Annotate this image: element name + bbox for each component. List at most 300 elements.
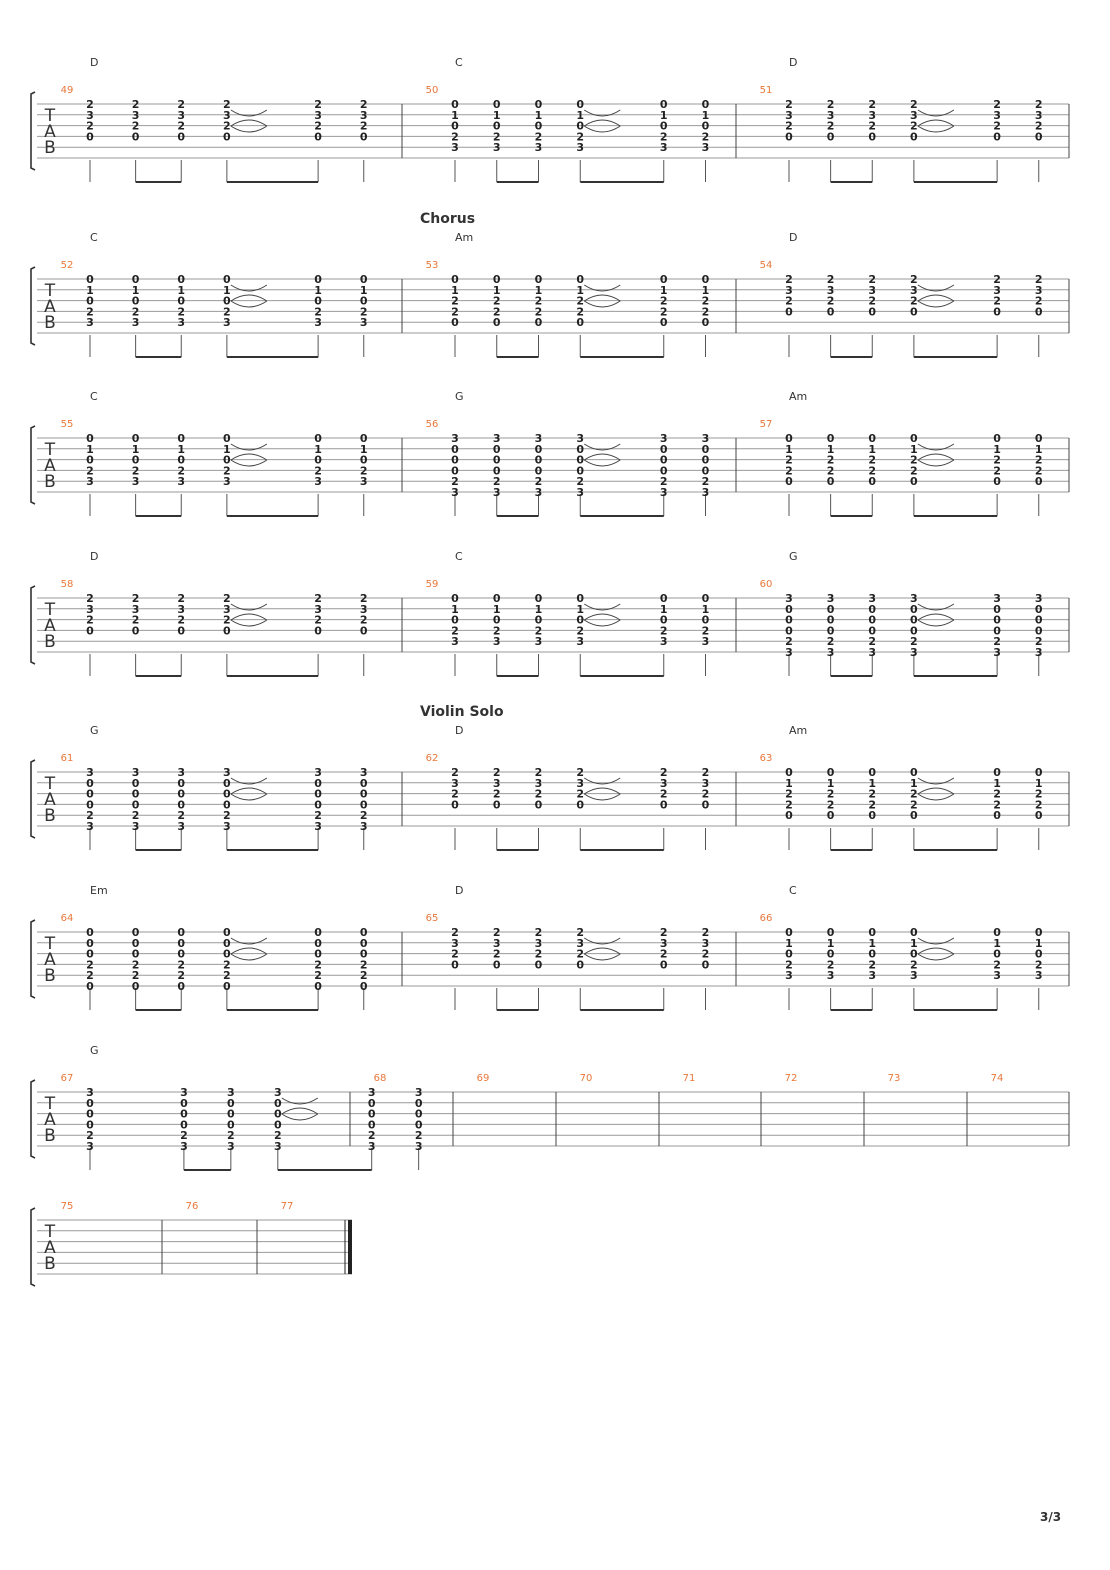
fret-number: 2 (451, 926, 459, 939)
fret-number: 0 (223, 776, 231, 790)
fret-number: 0 (451, 613, 459, 627)
fret-number: 1 (86, 283, 94, 297)
fret-number: 2 (701, 624, 710, 638)
fret-number: 0 (223, 273, 231, 286)
fret-number: 0 (993, 613, 1001, 627)
fret-number: 0 (492, 592, 501, 605)
fret-number: 0 (273, 1118, 282, 1132)
tab-clef-letter: A (44, 790, 56, 810)
fret-number: 3 (868, 283, 877, 297)
fret-number: 2 (86, 958, 94, 972)
tab-clef-letter: A (44, 456, 56, 476)
fret-number: 0 (868, 613, 877, 627)
fret-number: 1 (314, 283, 322, 297)
measure-number: 66 (759, 913, 773, 924)
fret-number: 3 (576, 936, 585, 950)
chord-name: Am (455, 231, 474, 244)
fret-number: 2 (359, 464, 368, 478)
fret-number: 3 (659, 635, 668, 649)
fret-number: 2 (314, 464, 322, 478)
system-bracket (31, 426, 35, 504)
fret-number: 3 (659, 486, 668, 499)
fret-number: 1 (910, 936, 918, 950)
fret-number: 2 (180, 1129, 188, 1143)
fret-number: 3 (86, 108, 94, 122)
fret-number: 0 (576, 119, 585, 133)
fret-number: 1 (785, 442, 793, 456)
fret-number: 2 (701, 787, 710, 801)
fret-number: 0 (86, 624, 94, 638)
fret-number: 0 (910, 926, 918, 939)
fret-number: 2 (868, 787, 877, 801)
fret-number: 0 (910, 809, 918, 823)
fret-number: 3 (910, 646, 918, 659)
fret-number: 3 (359, 108, 368, 122)
fret-number: 0 (492, 98, 501, 111)
measure-number: 57 (759, 419, 773, 430)
fret-number: 2 (131, 809, 140, 823)
fret-number: 2 (576, 305, 585, 319)
fret-number: 2 (451, 787, 459, 801)
fret-number: 2 (1034, 453, 1043, 467)
system-bracket (31, 760, 35, 838)
fret-number: 0 (223, 130, 231, 144)
fret-number: 2 (868, 635, 877, 649)
fret-number: 3 (86, 316, 94, 330)
fret-number: 0 (451, 798, 459, 812)
fret-number: 0 (785, 947, 793, 961)
fret-number: 0 (576, 798, 585, 812)
fret-number: 0 (492, 798, 501, 812)
system-bracket (31, 92, 35, 170)
fret-number: 0 (131, 798, 140, 812)
fret-number: 0 (177, 787, 186, 801)
fret-number: 1 (826, 776, 835, 790)
fret-number: 3 (576, 432, 585, 445)
fret-number: 3 (576, 141, 585, 155)
fret-number: 2 (785, 273, 793, 286)
fret-number: 3 (910, 969, 918, 983)
fret-number: 0 (86, 980, 94, 993)
fret-number: 0 (826, 809, 835, 823)
chord-name: Em (90, 884, 108, 897)
fret-number: 1 (131, 442, 140, 456)
fret-number: 3 (273, 1140, 282, 1153)
fret-number: 3 (223, 766, 231, 779)
fret-number: 0 (701, 592, 710, 605)
fret-number: 0 (868, 602, 877, 616)
fret-number: 0 (1034, 766, 1043, 779)
fret-number: 1 (1034, 442, 1043, 456)
fret-number: 0 (131, 787, 140, 801)
fret-number: 2 (359, 305, 368, 319)
fret-number: 2 (701, 926, 710, 939)
fret-number: 0 (492, 958, 501, 972)
measure-number: 63 (759, 753, 773, 764)
fret-number: 2 (451, 947, 459, 961)
fret-number: 2 (701, 947, 710, 961)
fret-number: 3 (86, 1140, 94, 1153)
tab-clef-letter: A (44, 1238, 56, 1258)
fret-number: 2 (576, 926, 585, 939)
tab-clef-letter: B (44, 313, 56, 333)
fret-number: 0 (359, 936, 368, 950)
fret-number: 0 (86, 1107, 94, 1121)
fret-number: 1 (910, 442, 918, 456)
fret-number: 0 (826, 624, 835, 638)
fret-number: 2 (451, 624, 459, 638)
fret-number: 2 (910, 273, 918, 286)
fret-number: 0 (177, 947, 186, 961)
tab-clef-letter: T (44, 934, 56, 954)
fret-number: 0 (359, 926, 368, 939)
fret-number: 0 (177, 776, 186, 790)
fret-number: 0 (177, 624, 186, 638)
fret-number: 2 (492, 130, 501, 144)
fret-number: 2 (223, 613, 231, 627)
fret-number: 0 (659, 958, 668, 972)
fret-number: 0 (659, 442, 668, 456)
measure-number: 49 (60, 85, 74, 96)
fret-number: 2 (910, 464, 918, 478)
fret-number: 2 (223, 592, 231, 605)
fret-number: 2 (223, 809, 231, 823)
fret-number: 2 (910, 958, 918, 972)
fret-number: 0 (659, 613, 668, 627)
fret-number: 2 (314, 592, 322, 605)
fret-number: 0 (131, 947, 140, 961)
fret-number: 2 (659, 947, 668, 961)
fret-number: 1 (1034, 936, 1043, 950)
fret-number: 0 (86, 798, 94, 812)
fret-number: 1 (177, 442, 186, 456)
measure-number: 64 (60, 913, 74, 924)
fret-number: 0 (492, 316, 501, 330)
page-number: 3/3 (1040, 1510, 1062, 1524)
system-bracket (31, 586, 35, 664)
fret-number: 3 (785, 108, 793, 122)
fret-number: 3 (314, 766, 322, 779)
fret-number: 0 (414, 1107, 423, 1121)
fret-number: 3 (659, 141, 668, 155)
fret-number: 2 (576, 294, 585, 308)
fret-number: 0 (701, 119, 710, 133)
tab-clef-letter: B (44, 472, 56, 492)
fret-number: 2 (826, 635, 835, 649)
fret-number: 2 (223, 464, 231, 478)
fret-number: 3 (701, 486, 710, 499)
measure-number: 59 (425, 579, 439, 590)
fret-number: 0 (86, 1096, 94, 1110)
fret-number: 3 (868, 646, 877, 659)
fret-number: 0 (826, 432, 835, 445)
fret-number: 3 (659, 936, 668, 950)
tab-clef-letter: B (44, 1254, 56, 1274)
fret-number: 2 (86, 592, 94, 605)
fret-number: 0 (534, 119, 543, 133)
tab-clef-letter: A (44, 616, 56, 636)
measure-number: 77 (280, 1201, 294, 1212)
tie-arc (918, 620, 954, 626)
fret-number: 0 (367, 1096, 376, 1110)
fret-number: 2 (910, 635, 918, 649)
fret-number: 0 (223, 787, 231, 801)
fret-number: 3 (492, 432, 501, 445)
tie-arc (231, 301, 267, 307)
fret-number: 0 (826, 613, 835, 627)
fret-number: 0 (910, 766, 918, 779)
fret-number: 1 (910, 776, 918, 790)
fret-number: 2 (86, 119, 94, 133)
fret-number: 0 (227, 1118, 235, 1132)
fret-number: 1 (868, 936, 877, 950)
tab-clef-letter: T (44, 774, 56, 794)
fret-number: 0 (86, 936, 94, 950)
fret-number: 0 (359, 130, 368, 144)
fret-number: 1 (576, 283, 585, 297)
fret-number: 2 (826, 787, 835, 801)
fret-number: 2 (273, 1129, 282, 1143)
fret-number: 2 (868, 98, 877, 111)
fret-number: 0 (131, 776, 140, 790)
fret-number: 2 (659, 624, 668, 638)
fret-number: 2 (534, 947, 543, 961)
fret-number: 2 (1034, 98, 1043, 111)
fret-number: 0 (868, 624, 877, 638)
fret-number: 0 (131, 980, 140, 993)
fret-number: 1 (177, 283, 186, 297)
fret-number: 0 (273, 1107, 282, 1121)
measure-number: 71 (682, 1073, 696, 1084)
fret-number: 0 (314, 130, 322, 144)
fret-number: 0 (576, 958, 585, 972)
fret-number: 3 (826, 108, 835, 122)
measure-number: 69 (476, 1073, 490, 1084)
fret-number: 1 (868, 442, 877, 456)
fret-number: 2 (701, 305, 710, 319)
fret-number: 0 (910, 432, 918, 445)
fret-number: 3 (131, 475, 140, 489)
fret-number: 3 (180, 1086, 188, 1099)
chord-name: D (789, 56, 798, 69)
fret-number: 2 (177, 958, 186, 972)
fret-number: 2 (1034, 958, 1043, 972)
fret-number: 3 (223, 108, 231, 122)
fret-number: 2 (993, 98, 1001, 111)
measure-number: 61 (60, 753, 74, 764)
fret-number: 0 (701, 273, 710, 286)
fret-number: 2 (993, 119, 1001, 133)
fret-number: 2 (359, 969, 368, 983)
fret-number: 0 (993, 305, 1001, 319)
fret-number: 3 (659, 432, 668, 445)
fret-number: 0 (86, 453, 94, 467)
fret-number: 1 (659, 108, 668, 122)
fret-number: 0 (993, 947, 1001, 961)
chord-name: D (455, 884, 464, 897)
fret-number: 0 (492, 464, 501, 478)
fret-number: 3 (576, 486, 585, 499)
fret-number: 3 (1034, 969, 1043, 983)
fret-number: 0 (359, 273, 368, 286)
fret-number: 0 (826, 130, 835, 144)
fret-number: 0 (868, 766, 877, 779)
fret-number: 1 (131, 283, 140, 297)
fret-number: 2 (227, 1129, 235, 1143)
fret-number: 2 (659, 787, 668, 801)
fret-number: 0 (131, 130, 140, 144)
fret-number: 0 (492, 442, 501, 456)
fret-number: 1 (451, 602, 459, 616)
fret-number: 0 (785, 475, 793, 489)
fret-number: 2 (314, 305, 322, 319)
fret-number: 3 (451, 635, 459, 649)
tie-arc (584, 126, 620, 132)
fret-number: 3 (86, 475, 94, 489)
fret-number: 0 (314, 936, 322, 950)
fret-number: 0 (177, 432, 186, 445)
fret-number: 2 (359, 592, 368, 605)
fret-number: 2 (826, 273, 835, 286)
fret-number: 2 (314, 613, 322, 627)
fret-number: 2 (785, 958, 793, 972)
measure-number: 74 (990, 1073, 1004, 1084)
fret-number: 2 (910, 98, 918, 111)
fret-number: 2 (826, 453, 835, 467)
fret-number: 0 (576, 273, 585, 286)
fret-number: 0 (534, 464, 543, 478)
fret-number: 0 (451, 316, 459, 330)
tie-arc (918, 301, 954, 307)
fret-number: 2 (785, 98, 793, 111)
chord-name: G (455, 390, 464, 403)
chord-name: Am (789, 724, 808, 737)
fret-number: 2 (492, 947, 501, 961)
fret-number: 2 (993, 798, 1001, 812)
fret-number: 2 (868, 464, 877, 478)
fret-number: 0 (86, 787, 94, 801)
fret-number: 2 (492, 305, 501, 319)
fret-number: 2 (659, 766, 668, 779)
chord-name: C (455, 56, 463, 69)
fret-number: 3 (227, 1086, 235, 1099)
fret-number: 2 (492, 766, 501, 779)
fret-number: 2 (785, 464, 793, 478)
fret-number: 3 (701, 776, 710, 790)
fret-number: 2 (868, 958, 877, 972)
fret-number: 0 (86, 130, 94, 144)
fret-number: 3 (177, 766, 186, 779)
fret-number: 3 (534, 486, 543, 499)
fret-number: 0 (826, 947, 835, 961)
fret-number: 2 (86, 1129, 94, 1143)
fret-number: 0 (993, 624, 1001, 638)
fret-number: 0 (576, 613, 585, 627)
fret-number: 0 (451, 592, 459, 605)
fret-number: 1 (701, 283, 710, 297)
fret-number: 3 (993, 592, 1001, 605)
fret-number: 0 (576, 442, 585, 456)
fret-number: 3 (451, 776, 459, 790)
fret-number: 2 (131, 969, 140, 983)
fret-number: 0 (993, 602, 1001, 616)
fret-number: 3 (177, 316, 186, 330)
fret-number: 2 (826, 798, 835, 812)
measure-number: 76 (185, 1201, 199, 1212)
tie-arc (584, 794, 620, 800)
fret-number: 1 (223, 283, 231, 297)
fret-number: 0 (701, 613, 710, 627)
fret-number: 0 (993, 809, 1001, 823)
fret-number: 3 (177, 820, 186, 833)
fret-number: 0 (367, 1107, 376, 1121)
fret-number: 2 (534, 475, 543, 489)
fret-number: 2 (314, 809, 322, 823)
fret-number: 0 (314, 798, 322, 812)
fret-number: 0 (131, 294, 140, 308)
fret-number: 0 (177, 926, 186, 939)
fret-number: 0 (659, 316, 668, 330)
fret-number: 0 (826, 602, 835, 616)
fret-number: 0 (314, 926, 322, 939)
fret-number: 3 (414, 1140, 423, 1153)
fret-number: 2 (659, 926, 668, 939)
tab-clef-letter: T (44, 106, 56, 126)
fret-number: 3 (223, 316, 231, 330)
fret-number: 3 (131, 316, 140, 330)
fret-number: 0 (359, 776, 368, 790)
measure-number: 55 (60, 419, 74, 430)
fret-number: 3 (785, 592, 793, 605)
fret-number: 0 (177, 294, 186, 308)
fret-number: 0 (826, 766, 835, 779)
fret-number: 0 (659, 464, 668, 478)
fret-number: 2 (492, 926, 501, 939)
measure-number: 56 (425, 419, 439, 430)
fret-number: 0 (993, 130, 1001, 144)
tab-clef-letter: B (44, 1126, 56, 1146)
fret-number: 2 (701, 130, 710, 144)
fret-number: 3 (492, 936, 501, 950)
fret-number: 3 (1034, 592, 1043, 605)
fret-number: 0 (576, 592, 585, 605)
fret-number: 2 (359, 809, 368, 823)
fret-number: 3 (359, 820, 368, 833)
fret-number: 1 (314, 442, 322, 456)
fret-number: 0 (359, 947, 368, 961)
fret-number: 2 (451, 475, 459, 489)
fret-number: 2 (177, 98, 186, 111)
fret-number: 2 (492, 624, 501, 638)
fret-number: 0 (1034, 947, 1043, 961)
fret-number: 3 (492, 486, 501, 499)
measure-number: 52 (60, 260, 74, 271)
fret-number: 0 (826, 475, 835, 489)
fret-number: 0 (414, 1118, 423, 1132)
fret-number: 0 (131, 624, 140, 638)
fret-number: 0 (1034, 809, 1043, 823)
fret-number: 0 (492, 119, 501, 133)
fret-number: 3 (910, 108, 918, 122)
fret-number: 3 (492, 776, 501, 790)
fret-number: 3 (359, 316, 368, 330)
tab-clef-letter: A (44, 1110, 56, 1130)
fret-number: 0 (910, 475, 918, 489)
tie-arc (282, 1114, 318, 1120)
fret-number: 1 (659, 283, 668, 297)
fret-number: 3 (826, 592, 835, 605)
fret-number: 2 (534, 294, 543, 308)
